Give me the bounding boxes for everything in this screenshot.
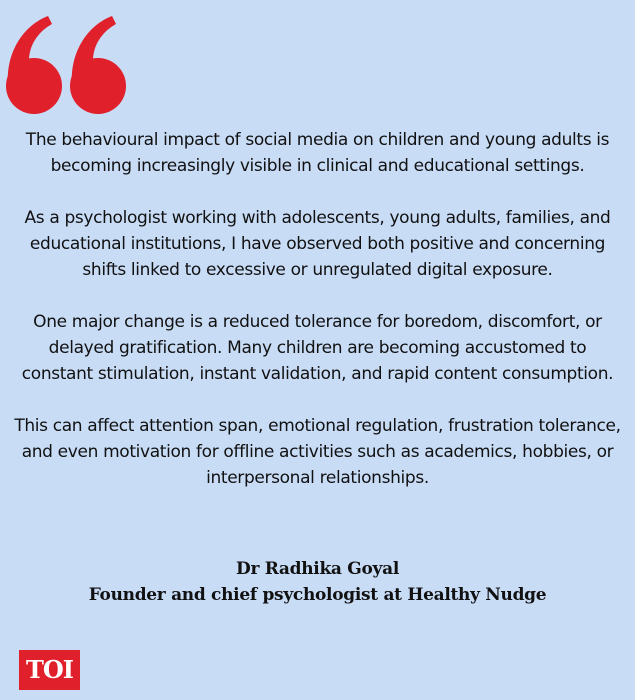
quote-body	[0, 127, 635, 517]
quote-paragraph-1: The behavioural impact of social media on children and young adults is becoming increasingly visible in clinical and educational settings.	[25, 130, 610, 176]
attribution	[0, 556, 635, 608]
author-title: Founder and chief psychologist at Healthy Nudge	[88, 585, 547, 605]
quote-paragraph-3: One major change is a reduced tolerance for boredom, discomfort, or delayed gratification. Many children are becoming accustomed to constant stimulation, instant validation, and rapid content consumption.	[21, 312, 614, 384]
author-name: Dr Radhika Goyal	[236, 559, 399, 579]
toi-logo: TOI	[19, 650, 80, 690]
quote-paragraph-2: As a psychologist working with adolescents, young adults, families, and educational institutions, I have observed both positive and concerning shifts linked to excessive or unregulated digital exposure.	[24, 208, 611, 280]
quote-paragraph-4: This can affect attention span, emotional regulation, frustration tolerance, and even motivation for offline activities such as academics, hobbies, or interpersonal relationships.	[14, 416, 621, 488]
quote-open-icon	[0, 14, 132, 114]
